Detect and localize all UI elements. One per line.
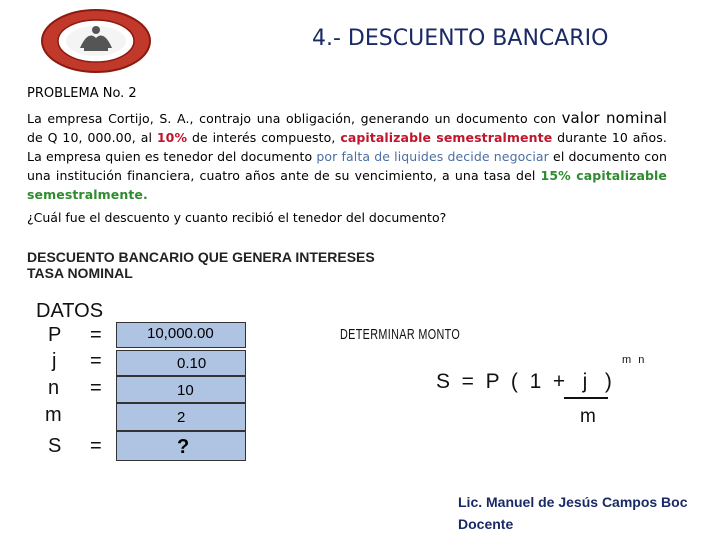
liquidity-highlight: por falta de liquides decide negociar: [316, 149, 549, 164]
var-s: S: [48, 435, 62, 457]
var-j: j: [52, 350, 57, 372]
problem-label: PROBLEMA No. 2: [27, 86, 137, 101]
author-credit: Lic. Manuel de Jesús Campos Boc Docente: [458, 494, 688, 532]
datos-label: DATOS: [36, 300, 104, 322]
formula-denominator: m: [580, 406, 596, 427]
value-cell-p: 10,000.00: [116, 322, 246, 348]
var-p: P: [48, 324, 62, 346]
value-cell-j: 0.10: [116, 350, 246, 376]
section-heading: DESCUENTO BANCARIO QUE GENERA INTERESES TASA NOMINAL: [27, 249, 375, 281]
eq-p: =: [90, 324, 102, 346]
determinar-monto-label: DETERMINAR MONTO: [340, 326, 461, 343]
eq-n: =: [90, 377, 102, 399]
problem-question: ¿Cuál fue el descuento y cuanto recibió el tenedor del documento?: [27, 210, 447, 225]
var-n: n: [48, 377, 60, 399]
value-cell-s: ?: [116, 431, 246, 461]
value-cell-m: 2: [116, 403, 246, 431]
eq-j: =: [90, 350, 102, 372]
rate-highlight: 10%: [156, 130, 188, 145]
capitalization-highlight: capitalizable semestralmente: [340, 130, 553, 145]
formula-exponent: m n: [622, 354, 647, 366]
valor-nominal-highlight: valor nominal: [561, 109, 667, 127]
var-m: m: [45, 404, 62, 426]
compound-formula: S = P ( 1 + j ): [436, 370, 612, 393]
eq-s: =: [90, 435, 102, 457]
fraction-bar: [564, 397, 608, 399]
page-title: 4.- DESCUENTO BANCARIO: [312, 26, 609, 51]
university-logo: [40, 8, 152, 74]
value-cell-n: 10: [116, 376, 246, 403]
problem-statement: La empresa Cortijo, S. A., contrajo una obligación, generando un documento con valor nominal de Q 10, 000.00, al 10% de interés compuesto, capitalizable semestralmente durante 10 años. La empresa quien es tenedor del documento por falta de liquides decide negociar el documento con una institución financiera, cuatro años ante de su vencimiento, a una tasa del 15% capitalizable semestralmente.: [27, 109, 668, 202]
discount-rate-highlight: 15% capitalizable semestralmente.: [27, 168, 668, 202]
